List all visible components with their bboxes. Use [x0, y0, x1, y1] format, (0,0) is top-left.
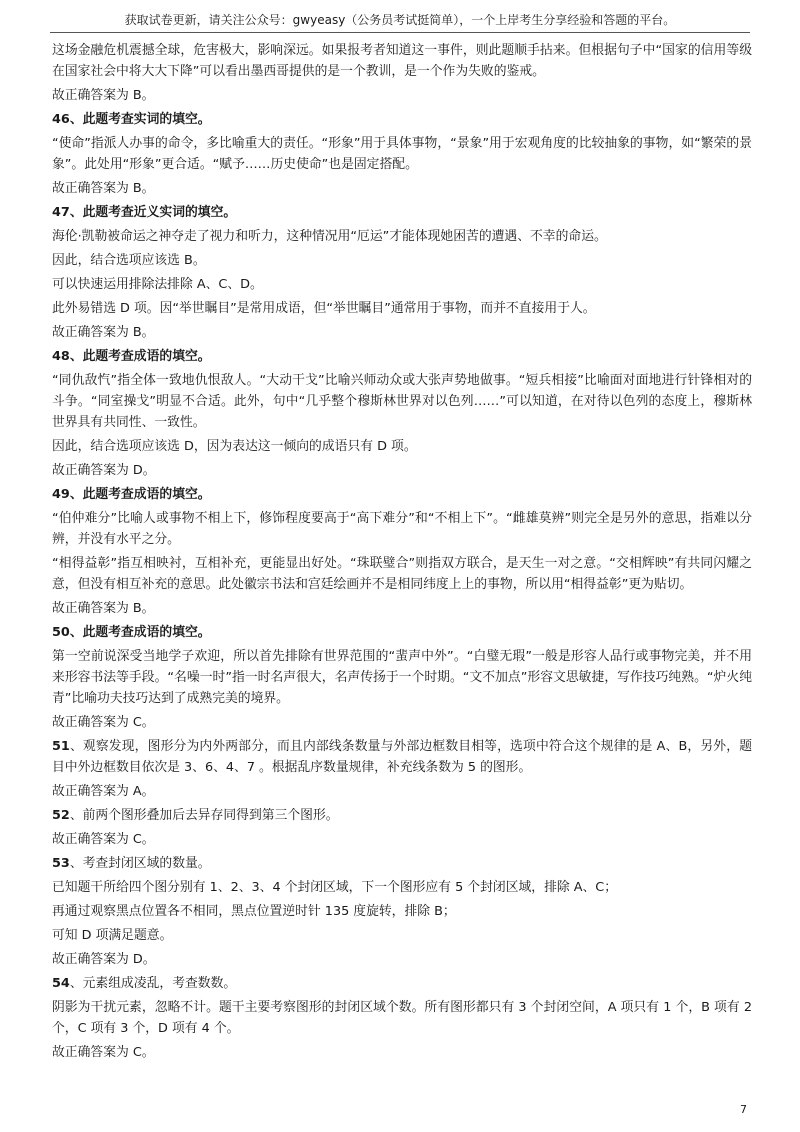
question-title: 、此题考查成语的填空。 — [69, 487, 211, 502]
question-heading-46 — [52, 109, 752, 130]
answer-line: 故正确答案为 C。 — [52, 832, 155, 847]
paragraph: “同仇敌忾”指全体一致地仇恨敌人。“大动干戈”比喻兴师动众或大张声势地做事。“短兵相接”比喻面对面地进行针锋相对的斗争。“同室操戈”明显不合适。此外，句中“几乎整个穆斯林世界对以色列……”可以知道，在对待以色列的态度上，穆斯林世界具有共同性、一致性。 — [52, 373, 752, 430]
answer-line: 故正确答案为 A。 — [52, 784, 155, 799]
question-number: 48 — [52, 349, 70, 364]
answer-line: 故正确答案为 C。 — [52, 715, 155, 730]
question-heading-51 — [52, 736, 752, 778]
paragraph: 因此，结合选项应该选 B。 — [52, 253, 206, 268]
question-title: 、观察发现，图形分为内外两部分，而且内部线条数量与外部边框数目相等，选项中符合这个规律的是 A、B，另外，题目中外边框数目依次是 3、6、4、7 。根据乱序数量规律，补充线条数为 5 的图形。 — [52, 739, 752, 775]
page-number: 7 — [740, 1103, 747, 1116]
answer-line: 故正确答案为 B。 — [52, 88, 155, 103]
paragraph: 第一空前说深受当地学子欢迎，所以首先排除有世界范围的“蜚声中外”。“白璧无瑕”一般是形容人品行或事物完美，并不用来形容书法等手段。“名噪一时”指一时名声很大，名声传扬于一个时期。“文不加点”形容文思敏捷，写作技巧纯熟。“炉火纯青”比喻功夫技巧达到了成熟完美的境界。 — [52, 649, 752, 706]
question-number: 50 — [52, 625, 70, 640]
answer-line: 故正确答案为 B。 — [52, 601, 155, 616]
question-title: 、此题考查成语的填空。 — [69, 625, 211, 640]
paragraph: 阴影为干扰元素，忽略不计。题干主要考察图形的封闭区域个数。所有图形都只有 3 个封闭空间，A 项只有 1 个，B 项有 2 个，C 项有 3 个，D 项有 4 个。 — [52, 1000, 752, 1036]
paragraph: 可知 D 项满足题意。 — [52, 928, 173, 943]
question-heading-48 — [52, 346, 752, 367]
question-number: 46 — [52, 112, 70, 127]
question-heading-47 — [52, 202, 752, 223]
paragraph: 这场金融危机震撼全球，危害极大，影响深远。如果报考者知道这一事件，则此题顺手拈来。但根据句子中“国家的信用等级在国家社会中将大大下降”可以看出墨西哥提供的是一个教训，是一个作为失败的鉴戒。 — [52, 43, 752, 79]
question-title: 、元素组成凌乱，考查数数。 — [69, 976, 237, 991]
header-divider — [50, 32, 750, 33]
paragraph: “伯仲难分”比喻人或事物不相上下，修饰程度要高于“高下难分”和“不相上下”。“雌雄莫辨”则完全是另外的意思，指难以分辨，并没有水平之分。 — [52, 511, 752, 547]
paragraph: 因此，结合选项应该选 D，因为表达这一倾向的成语只有 D 项。 — [52, 439, 417, 454]
question-title: 、此题考查实词的填空。 — [69, 112, 211, 127]
answer-line: 故正确答案为 B。 — [52, 181, 155, 196]
answer-line: 故正确答案为 D。 — [52, 463, 156, 478]
question-heading-53 — [52, 853, 752, 874]
question-number: 53 — [52, 856, 70, 871]
question-heading-50 — [52, 622, 752, 643]
paragraph: “使命”指派人办事的命令，多比喻重大的责任。“形象”用于具体事物，“景象”用于宏观角度的比较抽象的事物，如“繁荣的景象”。此处用“形象”更合适。“赋予……历史使命”也是固定搭配。 — [52, 136, 752, 172]
paragraph: 可以快速运用排除法排除 A、C、D。 — [52, 277, 263, 292]
paragraph: 此外易错选 D 项。因“举世瞩目”是常用成语，但“举世瞩目”通常用于事物，而并不直接用于人。 — [52, 301, 596, 316]
question-heading-49 — [52, 484, 752, 505]
paragraph: 已知题干所给四个图分别有 1、2、3、4 个封闭区域，下一个图形应有 5 个封闭区域，排除 A、C； — [52, 880, 618, 895]
answer-line: 故正确答案为 C。 — [52, 1045, 155, 1060]
question-title: 、此题考查成语的填空。 — [69, 349, 211, 364]
question-number: 47 — [52, 205, 70, 220]
question-heading-54 — [52, 973, 752, 994]
question-number: 54 — [52, 976, 70, 991]
question-number: 52 — [52, 808, 70, 823]
question-title: 、此题考查近义实词的填空。 — [69, 205, 237, 220]
question-title: 、考查封闭区域的数量。 — [69, 856, 211, 871]
question-title: 、前两个图形叠加后去异存同得到第三个图形。 — [69, 808, 339, 823]
paragraph: “相得益彰”指互相映衬，互相补充，更能显出好处。“珠联璧合”则指双方联合，是天生一对之意。“交相辉映”有共同闪耀之意，但没有相互补充的意思。此处徽宗书法和宫廷绘画并不是相同纬度上上的事物，所以用“相得益彰”更为贴切。 — [52, 556, 752, 592]
paragraph: 海伦·凯勒被命运之神夺走了视力和听力，这种情况用“厄运”才能体现她困苦的遭遇、不幸的命运。 — [52, 229, 607, 244]
document-body — [52, 40, 752, 1092]
question-number: 49 — [52, 487, 70, 502]
question-number: 51 — [52, 739, 70, 754]
paragraph: 再通过观察黑点位置各不相同，黑点位置逆时针 135 度旋转，排除 B； — [52, 904, 456, 919]
page-header: 获取试卷更新，请关注公众号：gwyeasy（公务员考试挺简单），一个上岸考生分享经验和答题的平台。 — [124, 13, 676, 27]
answer-line: 故正确答案为 B。 — [52, 325, 155, 340]
answer-line: 故正确答案为 D。 — [52, 952, 156, 967]
question-heading-52 — [52, 805, 752, 826]
